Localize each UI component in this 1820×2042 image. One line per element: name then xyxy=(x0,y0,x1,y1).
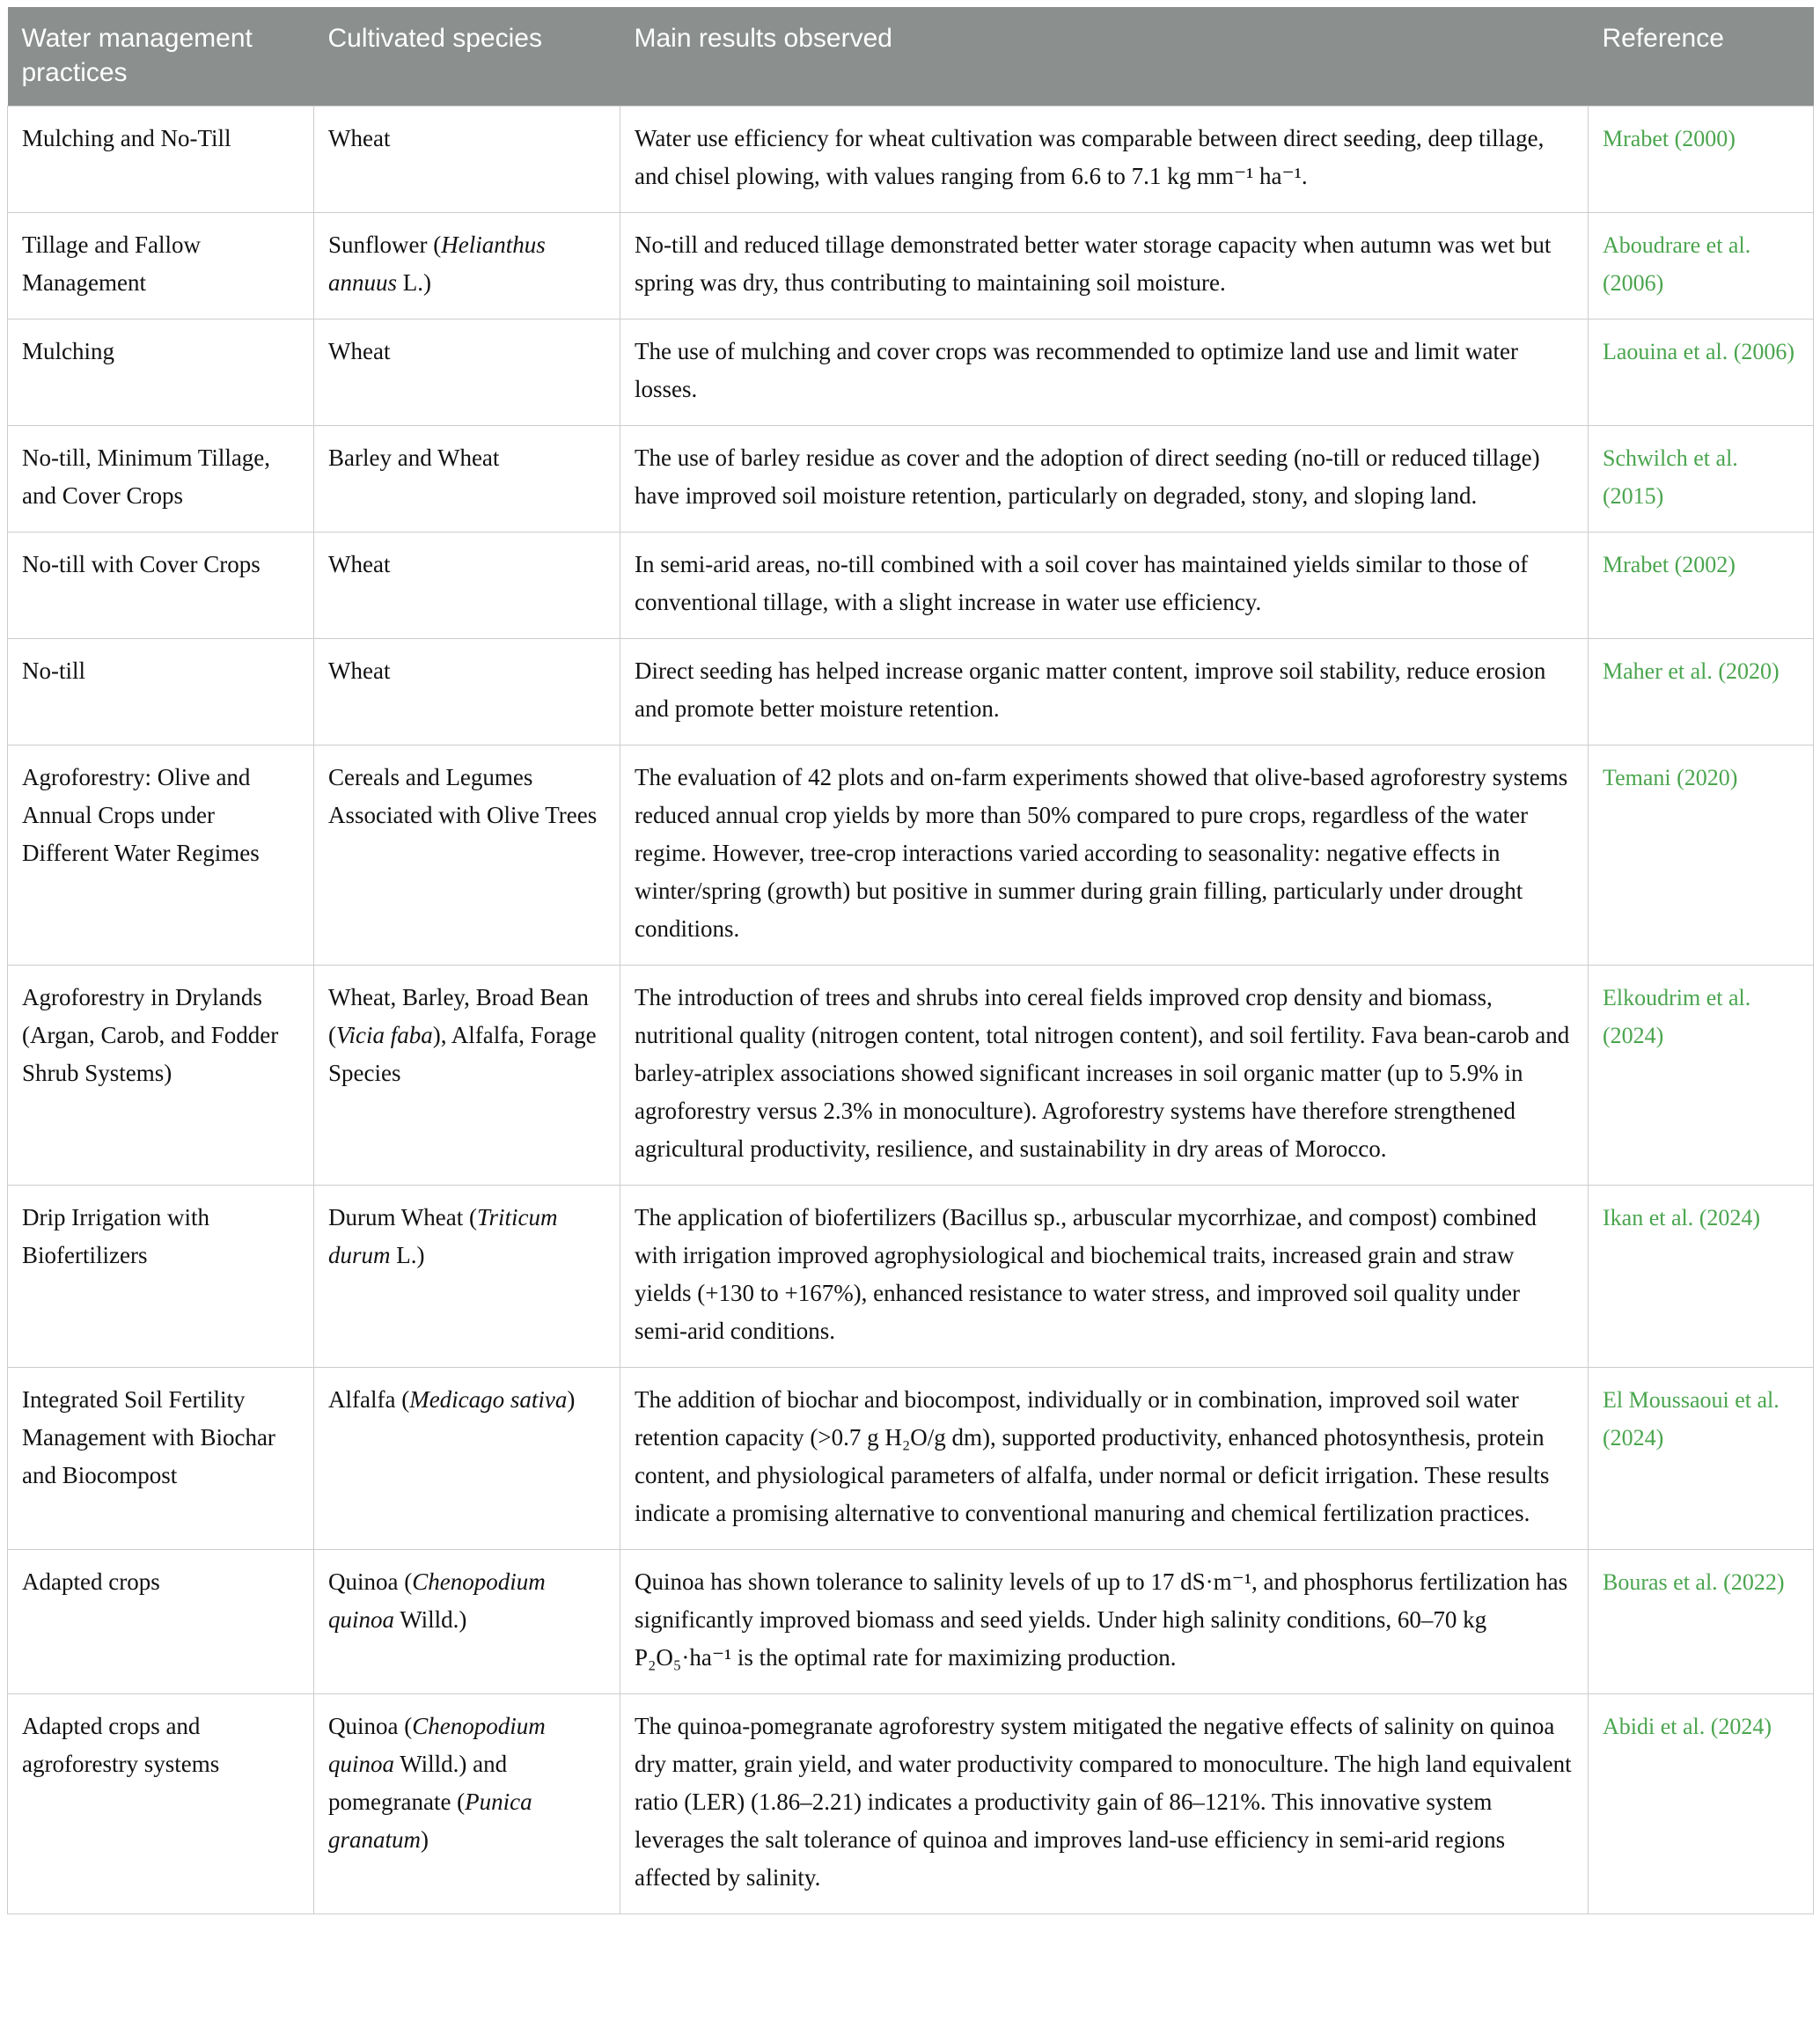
species-cell xyxy=(314,426,620,533)
practice-cell: No-till, Minimum Tillage, and Cover Crops xyxy=(8,426,314,533)
col-header-cultivated-species: Cultivated species xyxy=(314,7,620,107)
species-text: Willd.) and pomegranate ( xyxy=(328,1751,508,1815)
results-cell: The addition of biochar and biocompost, individually or in combination, improved soil water retention capacity (>0.7 g H₂O/g dm), supported productivity, enhanced photosynthesis, protein content, and physiological parameters of alfalfa, under normal or deficit irrigation. These results indicate a promising alternative to conventional manuring and chemical fertilization practices. xyxy=(620,1368,1589,1550)
species-text: L.) xyxy=(390,1242,425,1268)
reference-link[interactable]: Laouina et al. (2006) xyxy=(1603,339,1795,364)
reference-link[interactable]: Elkoudrim et al. (2024) xyxy=(1603,985,1751,1048)
species-latin-name: Vicia faba xyxy=(336,1022,433,1048)
practice-cell: Adapted crops and agroforestry systems xyxy=(8,1694,314,1914)
col-header-water-management-practices: Water management practices xyxy=(8,7,314,107)
header-row xyxy=(8,7,1814,107)
species-text: Cereals and Legumes Associated with Olive Trees xyxy=(328,764,598,828)
species-latin-name: Chenopodium quinoa xyxy=(328,1568,546,1633)
table-row xyxy=(8,746,1814,966)
results-cell: Quinoa has shown tolerance to salinity levels of up to 17 dS·m⁻¹, and phosphorus fertilization has significantly improved biomass and seed yields. Under high salinity conditions, 60–70 kg P₂O₅·ha⁻¹ is the optimal rate for maximizing production. xyxy=(620,1550,1589,1694)
results-cell: Water use efficiency for wheat cultivation was comparable between direct seeding, deep tillage, and chisel plowing, with values ranging from 6.6 to 7.1 kg mm⁻¹ ha⁻¹. xyxy=(620,107,1589,213)
results-cell: The evaluation of 42 plots and on-farm experiments showed that olive-based agroforestry systems reduced annual crop yields by more than 50% compared to pure crops, regardless of the water regime. However, tree-crop interactions varied according to seasonality: negative effects in winter/spring (growth) but positive in summer during grain filling, particularly under drought conditions. xyxy=(620,746,1589,966)
results-cell: The use of mulching and cover crops was recommended to optimize land use and limit water losses. xyxy=(620,320,1589,426)
table-row xyxy=(8,1550,1814,1694)
reference-link[interactable]: Temani (2020) xyxy=(1603,765,1738,790)
species-text: Wheat, Barley, Broad Bean ( xyxy=(328,984,589,1048)
practice-cell: Agroforestry in Drylands (Argan, Carob, and Fodder Shrub Systems) xyxy=(8,966,314,1186)
practice-cell: Integrated Soil Fertility Management with Biochar and Biocompost xyxy=(8,1368,314,1550)
reference-cell xyxy=(1589,426,1814,533)
species-text: Sunflower ( xyxy=(328,231,442,258)
practice-cell: Drip Irrigation with Biofertilizers xyxy=(8,1186,314,1368)
species-text: Willd.) xyxy=(394,1606,467,1633)
species-latin-name: Chenopodium quinoa xyxy=(328,1713,546,1777)
table-row xyxy=(8,426,1814,533)
reference-cell xyxy=(1589,966,1814,1186)
species-cell xyxy=(314,966,620,1186)
reference-cell xyxy=(1589,1186,1814,1368)
practice-cell: Mulching and No-Till xyxy=(8,107,314,213)
water-management-results-table xyxy=(7,7,1814,1914)
results-cell: The use of barley residue as cover and the adoption of direct seeding (no-till or reduced tillage) have improved soil moisture retention, particularly on degraded, stony, and sloping land. xyxy=(620,426,1589,533)
reference-link[interactable]: El Moussaoui et al. (2024) xyxy=(1603,1387,1780,1451)
reference-link[interactable]: Mrabet (2002) xyxy=(1603,552,1736,577)
results-cell: No-till and reduced tillage demonstrated better water storage capacity when autumn was wet but spring was dry, thus contributing to maintaining soil moisture. xyxy=(620,213,1589,320)
species-latin-name: Helianthus annuus xyxy=(328,231,546,296)
results-cell: The introduction of trees and shrubs into cereal fields improved crop density and biomass, nutritional quality (nitrogen content, total nitrogen content), and soil fertility. Fava bean-carob and barley-atriplex associations showed significant increases in soil organic matter (up to 5.9% in agroforestry versus 2.3% in monoculture). Agroforestry systems have therefore strengthened agricultural productivity, resilience, and sustainability in dry areas of Morocco. xyxy=(620,966,1589,1186)
reference-cell xyxy=(1589,1550,1814,1694)
table-row xyxy=(8,1186,1814,1368)
table-row xyxy=(8,1368,1814,1550)
reference-cell xyxy=(1589,1368,1814,1550)
practice-cell: No-till xyxy=(8,639,314,746)
species-text: Quinoa ( xyxy=(328,1568,413,1595)
species-latin-name: Triticum durum xyxy=(328,1204,558,1268)
species-latin-name: Punica granatum xyxy=(328,1789,532,1853)
col-header-reference: Reference xyxy=(1589,7,1814,107)
species-cell xyxy=(314,533,620,639)
reference-link[interactable]: Abidi et al. (2024) xyxy=(1603,1714,1772,1739)
species-text: L.) xyxy=(397,269,431,296)
species-cell xyxy=(314,746,620,966)
species-text: Barley and Wheat xyxy=(328,444,500,471)
table-row xyxy=(8,107,1814,213)
results-cell: The quinoa-pomegranate agroforestry system mitigated the negative effects of salinity on quinoa dry matter, grain yield, and water productivity compared to monoculture. The high land equivalent ratio (LER) (1.86–2.21) indicates a productivity gain of 86–121%. This innovative system leverages the salt tolerance of quinoa and improves land-use efficiency in semi-arid regions affected by salinity. xyxy=(620,1694,1589,1914)
table-header xyxy=(8,7,1814,107)
practice-cell: Tillage and Fallow Management xyxy=(8,213,314,320)
species-text: Alfalfa ( xyxy=(328,1386,410,1413)
reference-cell xyxy=(1589,639,1814,746)
practice-cell: Agroforestry: Olive and Annual Crops under Different Water Regimes xyxy=(8,746,314,966)
reference-cell xyxy=(1589,533,1814,639)
col-header-main-results-observed: Main results observed xyxy=(620,7,1589,107)
table-row xyxy=(8,213,1814,320)
reference-cell xyxy=(1589,213,1814,320)
species-text: ) xyxy=(567,1386,576,1413)
species-cell xyxy=(314,320,620,426)
reference-link[interactable]: Aboudrare et al. (2006) xyxy=(1603,232,1751,296)
table-row xyxy=(8,1694,1814,1914)
practice-cell: Mulching xyxy=(8,320,314,426)
table-row xyxy=(8,639,1814,746)
species-text: ) xyxy=(421,1826,429,1853)
reference-cell xyxy=(1589,320,1814,426)
table-body xyxy=(8,107,1814,1914)
reference-cell xyxy=(1589,107,1814,213)
species-cell xyxy=(314,1186,620,1368)
species-text: Wheat xyxy=(328,338,391,364)
reference-link[interactable]: Ikan et al. (2024) xyxy=(1603,1205,1761,1230)
species-cell xyxy=(314,213,620,320)
reference-link[interactable]: Bouras et al. (2022) xyxy=(1603,1569,1785,1595)
table-row xyxy=(8,533,1814,639)
results-cell: Direct seeding has helped increase organic matter content, improve soil stability, reduce erosion and promote better moisture retention. xyxy=(620,639,1589,746)
table-row xyxy=(8,966,1814,1186)
results-cell: The application of biofertilizers (Bacillus sp., arbuscular mycorrhizae, and compost) combined with irrigation improved agrophysiological and biochemical traits, increased grain and straw yields (+130 to +167%), enhanced resistance to water stress, and improved soil quality under semi-arid conditions. xyxy=(620,1186,1589,1368)
reference-cell xyxy=(1589,746,1814,966)
practice-cell: Adapted crops xyxy=(8,1550,314,1694)
table-row xyxy=(8,320,1814,426)
reference-link[interactable]: Schwilch et al. (2015) xyxy=(1603,445,1738,509)
species-text: Wheat xyxy=(328,551,391,577)
species-cell xyxy=(314,1368,620,1550)
species-text: Wheat xyxy=(328,125,391,151)
species-cell xyxy=(314,639,620,746)
species-text: Quinoa ( xyxy=(328,1713,413,1739)
species-latin-name: Medicago sativa xyxy=(409,1386,568,1413)
results-cell: In semi-arid areas, no-till combined with a soil cover has maintained yields similar to those of conventional tillage, with a slight increase in water use efficiency. xyxy=(620,533,1589,639)
species-text: Wheat xyxy=(328,657,391,684)
species-cell xyxy=(314,1550,620,1694)
practice-cell: No-till with Cover Crops xyxy=(8,533,314,639)
reference-cell xyxy=(1589,1694,1814,1914)
species-text: ), Alfalfa, Forage Species xyxy=(328,1022,597,1086)
reference-link[interactable]: Maher et al. (2020) xyxy=(1603,658,1780,684)
species-text: Durum Wheat ( xyxy=(328,1204,477,1230)
reference-link[interactable]: Mrabet (2000) xyxy=(1603,126,1736,151)
species-cell xyxy=(314,107,620,213)
species-cell xyxy=(314,1694,620,1914)
